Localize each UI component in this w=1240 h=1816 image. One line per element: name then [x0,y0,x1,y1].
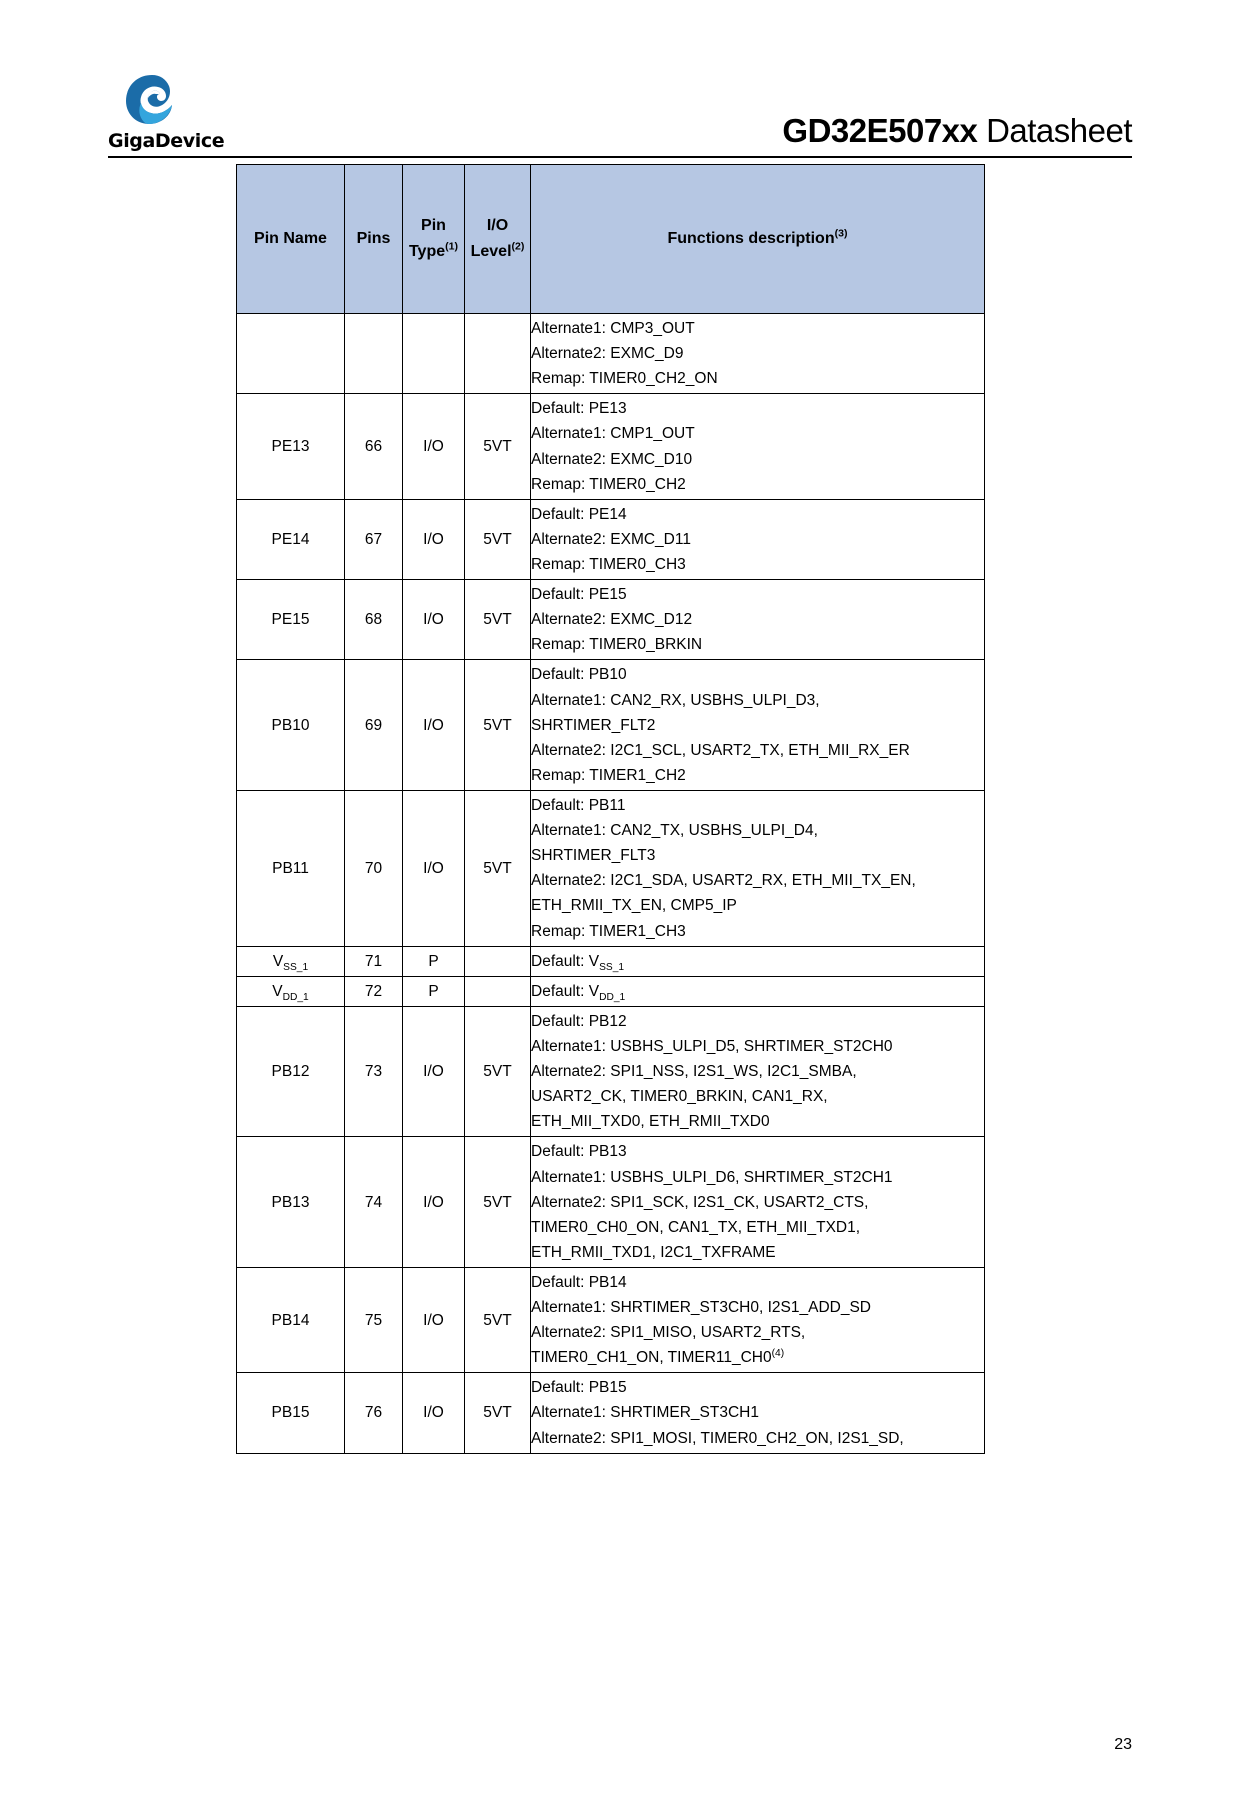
function-line: TIMER0_CH0_ON, CAN1_TX, ETH_MII_TXD1, [531,1218,861,1236]
cell-functions-description [531,314,985,394]
function-line: SHRTIMER_FLT2 [531,716,656,734]
cell-pin-type: I/O [403,1373,465,1453]
cell-functions-description [531,580,985,660]
function-line: Remap: TIMER0_CH3 [531,555,686,573]
cell-pins: 69 [345,660,403,791]
cell-pin-name: PE14 [237,499,345,579]
cell-pins: 70 [345,790,403,946]
function-line: Alternate2: SPI1_SCK, I2S1_CK, USART2_CTS, [531,1193,869,1211]
cell-functions-description [531,1267,985,1372]
cell-pins: 74 [345,1137,403,1268]
function-line: Alternate2: EXMC_D12 [531,611,693,629]
table-row [237,314,985,394]
cell-pin-type: I/O [403,499,465,579]
column-header-pin-type-line1: Pin [421,217,446,235]
column-header-pin-type-line2: Type$^{(1)}$ [408,240,459,260]
function-line: Alternate2: EXMC_D10 [531,450,693,468]
cell-io-level: 5VT [465,1137,531,1268]
function-line: Alternate1: CAN2_TX, USBHS_ULPI_D4, [531,822,818,840]
cell-pin-type: P [403,976,465,1006]
column-header-io-level-line2: Level$^{(2)}$ [470,240,525,260]
footnote-marker-1: (1) [445,240,459,253]
table-row [237,580,985,660]
brand-block [108,72,308,152]
function-line: Remap: TIMER0_BRKIN [531,636,703,654]
function-line: Alternate2: EXMC_D11 [531,530,691,548]
table-row [237,1267,985,1372]
function-line: ETH_RMII_TXD1, I2C1_TXFRAME [531,1243,776,1261]
function-line: Default: PB13 [531,1143,627,1161]
table-row [237,790,985,946]
cell-pin-name: PB15 [237,1373,345,1453]
function-line: Remap: TIMER1_CH3 [531,922,686,940]
function-line: Remap: TIMER1_CH2 [531,766,686,784]
cell-functions-description [531,1373,985,1453]
cell-functions-description [531,790,985,946]
cell-pin-type: I/O [403,1137,465,1268]
cell-io-level: 5VT [465,1267,531,1372]
cell-pin-name: PB11 [237,790,345,946]
cell-io-level: 5VT [465,1006,531,1137]
table-header [237,165,985,314]
function-line: Alternate2: SPI1_NSS, I2S1_WS, I2C1_SMBA, [531,1063,857,1081]
function-line: Default: PB11 [531,796,626,814]
column-header-functions-description: Functions description$^{(3)}$ [531,165,985,314]
cell-functions-description [531,1137,985,1268]
cell-functions-description [531,394,985,499]
cell-pin-name: PB13 [237,1137,345,1268]
function-line: ETH_RMII_TX_EN, CMP5_IP [531,897,737,915]
cell-pins: 68 [345,580,403,660]
function-line: Default: PB10 [531,666,627,684]
cell-functions-description [531,976,985,1006]
function-line: Alternate2: EXMC_D9 [531,345,684,363]
header-divider [108,156,1132,158]
pin-table-container [236,164,984,1454]
function-line: Alternate1: CMP3_OUT [531,320,695,337]
cell-io-level: 5VT [465,660,531,791]
cell-io-level [465,314,531,394]
cell-pin-name: PB10 [237,660,345,791]
function-line: TIMER0_CH1_ON, TIMER11_CH0$^{(4)}$ [531,1348,785,1367]
cell-pins: 71 [345,946,403,976]
function-line: Remap: TIMER0_CH2_ON [531,370,718,388]
table-header-row [237,165,985,314]
document-title [782,112,1132,152]
function-line: Alternate1: SHRTIMER_ST3CH1 [531,1404,759,1422]
cell-pin-name: $V_{DD\_1}$ [237,976,345,1006]
page-number: 23 [1114,1736,1132,1753]
cell-pin-type [403,314,465,394]
cell-pin-type: I/O [403,1006,465,1137]
function-line: Alternate1: CAN2_RX, USBHS_ULPI_D3, [531,691,820,709]
footnote-marker-2: (2) [511,240,525,253]
brand-name: GigaDevice [108,130,225,152]
function-line: Alternate2: I2C1_SDA, USART2_RX, ETH_MII_TX_EN, [531,872,916,890]
column-header-io-level-line1: I/O [486,217,509,235]
cell-io-level: 5VT [465,790,531,946]
cell-functions-description [531,499,985,579]
table-row [237,976,985,1006]
function-line: Alternate2: I2C1_SCL, USART2_TX, ETH_MII_RX_ER [531,741,910,759]
document-title-product: GD32E507xx [782,112,978,149]
gigadevice-logo-icon [122,72,178,128]
cell-io-level: 5VT [465,394,531,499]
cell-pin-name: PB14 [237,1267,345,1372]
cell-pin-type: I/O [403,394,465,499]
function-line: Default: PE13 [531,400,627,418]
document-title-suffix: Datasheet [986,112,1132,149]
cell-pins: 72 [345,976,403,1006]
column-header-io-level [465,165,531,314]
cell-pins: 67 [345,499,403,579]
column-header-pin-type [403,165,465,314]
cell-functions-description [531,1006,985,1137]
cell-io-level: 5VT [465,1373,531,1453]
table-row [237,1373,985,1453]
function-line: Default: PE14 [531,505,627,523]
function-line: Alternate1: USBHS_ULPI_D5, SHRTIMER_ST2CH0 [531,1037,893,1055]
cell-pin-type: I/O [403,580,465,660]
cell-pins: 73 [345,1006,403,1137]
table-row [237,660,985,791]
function-line: Default: PB15 [531,1379,627,1397]
function-line: Alternate1: CMP1_OUT [531,425,695,443]
function-line: ETH_MII_TXD0, ETH_RMII_TXD0 [531,1113,770,1131]
cell-pin-type: P [403,946,465,976]
cell-functions-description [531,660,985,791]
table-row [237,1137,985,1268]
table-row [237,394,985,499]
cell-pin-name: PE13 [237,394,345,499]
function-line: Alternate1: USBHS_ULPI_D6, SHRTIMER_ST2CH1 [531,1168,893,1186]
cell-io-level: 5VT [465,499,531,579]
function-line: Alternate2: SPI1_MOSI, TIMER0_CH2_ON, I2S1_SD, [531,1429,904,1447]
function-line: Default: $V_{SS\_1}$ [531,952,625,973]
cell-functions-description [531,946,985,976]
function-line: Alternate2: SPI1_MISO, USART2_RTS, [531,1324,806,1342]
cell-pin-name: PB12 [237,1006,345,1137]
column-header-pin-name: Pin Name [237,165,345,314]
cell-pins: 75 [345,1267,403,1372]
cell-pin-name [237,314,345,394]
pin-description-table [236,164,985,1454]
cell-io-level [465,976,531,1006]
column-header-pins: Pins [345,165,403,314]
function-line: SHRTIMER_FLT3 [531,847,656,865]
function-line: USART2_CK, TIMER0_BRKIN, CAN1_RX, [531,1088,828,1106]
cell-pins: 66 [345,394,403,499]
function-line: Default: PB14 [531,1273,627,1291]
cell-pin-type: I/O [403,1267,465,1372]
page-header [108,62,1132,152]
cell-pins [345,314,403,394]
function-line: Default: $V_{DD\_1}$ [531,982,626,1003]
function-line: Default: PE15 [531,586,627,604]
table-row [237,1006,985,1137]
table-row [237,946,985,976]
cell-io-level [465,946,531,976]
function-line: Alternate1: SHRTIMER_ST3CH0, I2S1_ADD_SD [531,1299,871,1317]
cell-pins: 76 [345,1373,403,1453]
cell-io-level: 5VT [465,580,531,660]
table-row [237,499,985,579]
cell-pin-type: I/O [403,790,465,946]
cell-pin-type: I/O [403,660,465,791]
cell-pin-name: PE15 [237,580,345,660]
function-line: Remap: TIMER0_CH2 [531,475,686,493]
cell-pin-name: $V_{SS\_1}$ [237,946,345,976]
function-line: Default: PB12 [531,1012,627,1030]
footnote-marker-3: (3) [834,227,848,240]
table-body [237,314,985,1454]
datasheet-page [0,62,1240,1816]
